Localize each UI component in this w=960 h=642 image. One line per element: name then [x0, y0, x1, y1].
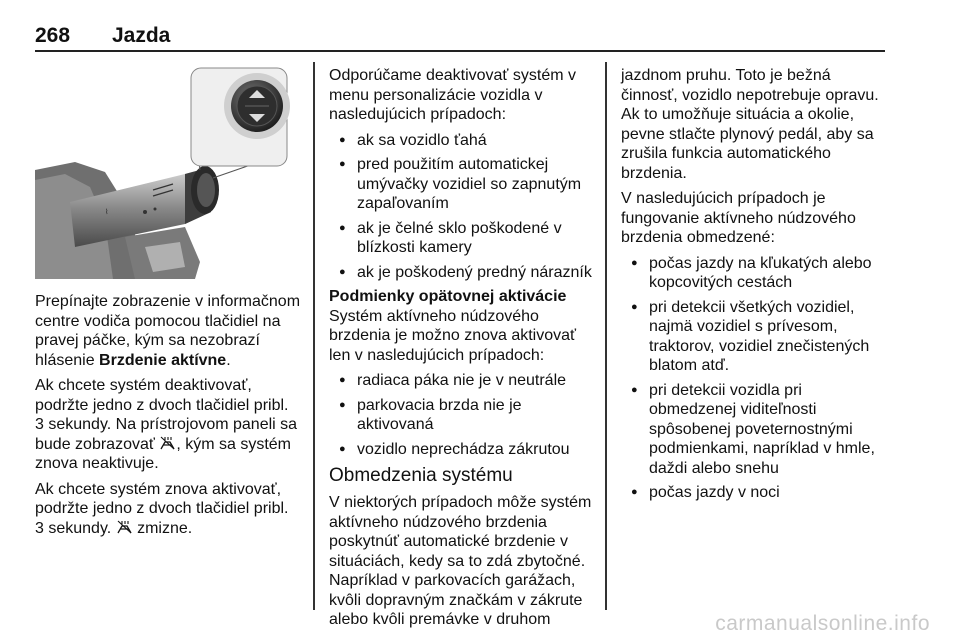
paragraph-display-switch — [35, 292, 301, 370]
text-run: Prepínajte zobrazenie v informačnom centre vodiča pomocou tlačidiel na pravej páčke, kým sa nezobrazí hlásenie — [35, 293, 301, 369]
watermark-link[interactable]: carmanualsonline.info — [715, 612, 930, 635]
text-run: zmizne. — [132, 519, 193, 537]
list-item: ● ak je poškodený predný nárazník — [329, 263, 595, 283]
stalk-figure — [35, 62, 290, 279]
paragraph-deactivate — [35, 376, 301, 474]
reactivation-conditions-list — [329, 371, 595, 459]
list-item: ● pri detekcii vozidla pri obmedzenej viditeľnosti spôsobenej poveternostnými podmienkami, napríklad v hmle, daždi alebo snehu — [621, 381, 887, 479]
column-divider-2 — [605, 62, 607, 610]
page-number: 268 — [35, 24, 71, 47]
list-item: ● vozidlo neprechádza zákrutou — [329, 440, 595, 460]
column-2 — [329, 66, 595, 636]
list-item: ● počas jazdy v noci — [621, 483, 887, 503]
paragraph-continued: jazdnom pruhu. Toto je bežná činnosť, vozidlo nepotrebuje opravu. Ak to umožňuje situácia a okolie, pevne stlačte plynový pedál, aby sa zrušila funkcia automatického brzdenia. — [621, 67, 879, 182]
section-title: Jazda — [112, 24, 171, 47]
column-3 — [621, 66, 887, 508]
column-divider-1 — [313, 62, 315, 610]
list-item: ● parkovacia brzda nie je aktivovaná — [329, 396, 595, 435]
paragraph-system-limits: V niektorých prípadoch môže systém aktívneho núdzového brzdenia poskytnúť automatické brzdenie v situáciách, kedy sa to zdá zbytočné. Napríklad v parkovacích garážach, kvôli dopravným značkám v zákrute alebo kvôli premávke v druhom — [329, 494, 592, 628]
paragraph-reactivation: Systém aktívneho núdzového brzdenia je možno znova aktivovať len v nasledujúcich prípadoch: — [329, 307, 577, 364]
paragraph-limited-cases: V nasledujúcich prípadoch je fungovanie aktívneho núdzového brzdenia obmedzené: — [621, 190, 856, 246]
paragraph-reactivate — [35, 480, 301, 539]
heading-system-limits: Obmedzenia systému — [329, 465, 513, 486]
list-item: ● ak sa vozidlo ťahá — [329, 131, 595, 151]
column-1 — [35, 292, 301, 544]
collision-brake-off-icon — [116, 520, 133, 534]
list-item: ● pred použitím automatickej umývačky vozidiel so zapnutým zapaľovaním — [329, 155, 595, 214]
collision-brake-off-icon — [159, 436, 176, 450]
text-run: , kým sa systém znova neaktivuje. — [35, 435, 291, 472]
list-item: ● radiaca páka nie je v neutrále — [329, 371, 595, 391]
subheading-reactivation: Podmienky opätovnej aktivácie — [329, 288, 567, 305]
list-item: ● pri detekcii všetkých vozidiel, najmä vozidiel s prívesom, traktorov, vozidiel znečistených blatom atď. — [621, 298, 887, 376]
stalk-illustration — [35, 62, 290, 279]
text-run: Ak chcete systém znova aktivovať, podržte jedno z dvoch tlačidiel pribl. 3 sekundy. — [35, 480, 289, 537]
paragraph-recommend-deactivate: Odporúčame deaktivovať systém v menu personalizácie vozidla v nasledujúcich prípadoch: — [329, 67, 576, 123]
message-label: Brzdenie aktívne — [99, 351, 227, 369]
text-run: . — [226, 351, 231, 369]
text-run: Ak chcete systém deaktivovať, podržte jedno z dvoch tlačidiel pribl. 3 sekundy. Na prístrojovom paneli sa bude zobrazovať — [35, 377, 298, 453]
limited-cases-list — [621, 254, 887, 503]
list-item: ● ak je čelné sklo poškodené v blízkosti kamery — [329, 219, 595, 258]
svg-text:⌇: ⌇ — [105, 208, 109, 216]
header-rule — [35, 50, 885, 52]
deactivate-cases-list — [329, 131, 595, 283]
list-item: ● počas jazdy na kľukatých alebo kopcovitých cestách — [621, 254, 887, 293]
